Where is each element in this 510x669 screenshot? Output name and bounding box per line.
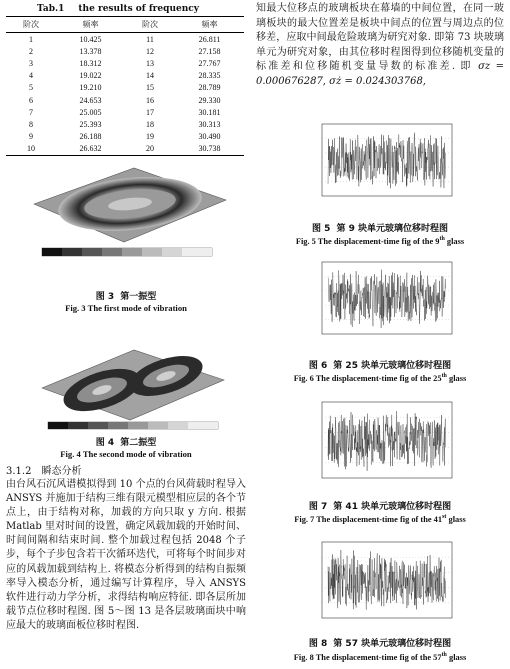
table-cell: 29.330 xyxy=(198,95,221,105)
table-row xyxy=(6,94,244,106)
table-cell: 19.210 xyxy=(79,83,102,93)
fig7-number: 图 7 xyxy=(308,502,328,512)
fig5-caption-text: Fig. 5 The displacement-time fig of the 9 xyxy=(295,236,440,246)
table-row xyxy=(6,131,244,143)
table-cell: 30.181 xyxy=(198,107,221,117)
table-cell: 28.789 xyxy=(198,83,221,93)
fig6-caption-en xyxy=(256,373,504,383)
table-row xyxy=(6,118,244,130)
table-row xyxy=(6,106,244,118)
table-cell: 27.767 xyxy=(198,58,221,68)
displacement-trace xyxy=(328,550,446,610)
table-row xyxy=(6,33,244,46)
table-header-row xyxy=(6,17,244,33)
header-frequency-2: 频率 xyxy=(175,17,244,33)
fig5-time-history xyxy=(300,118,460,206)
fig6-number: 图 6 xyxy=(308,361,328,371)
fig8-sup: th xyxy=(441,652,447,658)
table-caption xyxy=(6,4,244,14)
fig8-caption-cn xyxy=(256,636,504,649)
fig4-number: 图 4 xyxy=(95,438,115,448)
frequency-table xyxy=(6,16,244,156)
fig8-plot xyxy=(300,536,460,628)
table-cell: 13.378 xyxy=(79,46,102,56)
header-frequency-1: 频率 xyxy=(56,17,125,33)
fig8-title-cn: 第 57 块单元玻璃位移时程图 xyxy=(333,639,452,649)
fig5-number: 图 5 xyxy=(312,224,331,234)
table-cell: 26.188 xyxy=(79,132,102,142)
table-cell: 25.005 xyxy=(79,107,102,117)
table-cell: 11 xyxy=(146,34,154,44)
table-cell: 17 xyxy=(146,107,155,117)
table-cell: 18 xyxy=(146,119,155,129)
table-cell: 26.632 xyxy=(56,143,125,156)
table-cell: 5 xyxy=(29,83,34,93)
fig3-number: 图 3 xyxy=(95,292,115,302)
fig6-title-cn: 第 25 块单元玻璃位移时程图 xyxy=(333,361,452,371)
table-label: Tab.1 xyxy=(37,4,65,14)
fig6-plot xyxy=(300,256,460,344)
fig6-caption-tail: glass xyxy=(446,373,467,383)
table-cell: 16 xyxy=(146,95,155,105)
fig4-caption-en: Fig. 4 The second mode of vibration xyxy=(60,449,192,459)
fig3-contour-plot xyxy=(14,156,240,266)
formula-sigma-z: σz = 0.000676287, xyxy=(256,61,505,87)
table-row xyxy=(6,82,244,94)
table-cell: 28.335 xyxy=(198,71,221,81)
fig5-caption-cn xyxy=(256,221,504,234)
fig7-time-history xyxy=(300,396,460,488)
table-cell: 6 xyxy=(29,95,34,105)
right-body-text xyxy=(256,2,504,89)
frequency-table-block xyxy=(6,4,244,156)
table-row xyxy=(6,45,244,57)
table-cell: 30.490 xyxy=(198,132,221,142)
table-cell: 8 xyxy=(29,119,34,129)
fig3-title-cn: 第一振型 xyxy=(120,292,157,302)
table-cell: 19.022 xyxy=(79,71,102,81)
fig7-plot xyxy=(300,396,460,488)
table-cell: 14 xyxy=(146,71,155,81)
table-row xyxy=(6,143,244,156)
header-order-2: 阶次 xyxy=(125,17,175,33)
table-cell: 26.811 xyxy=(198,34,221,44)
section-heading xyxy=(6,462,246,477)
displacement-trace xyxy=(328,411,446,471)
fig8-time-history xyxy=(300,536,460,628)
fig7-sup: st xyxy=(442,514,447,520)
fig4-title-cn: 第二振型 xyxy=(120,438,157,448)
table-cell: 1 xyxy=(29,34,34,44)
fig7-caption-text: Fig. 7 The displacement-time fig of the 41 xyxy=(294,514,443,524)
fig4-contour-plot xyxy=(34,340,230,432)
fig7-title-cn: 第 41 块单元玻璃位移时程图 xyxy=(333,502,452,512)
right-paragraph: 知最大位移点的玻璃板块在幕墙的中间位置，在同一玻璃板块的最大位置差是板块中间点的位置与周边点的位移差，应取中间最危险玻璃为研究对象. 即第 73 块玻璃单元为研究对象，由其位移时程图得到位移随机变量的标准差和位移随机变量导数的标准差. 即 xyxy=(256,3,504,72)
table-cell: 10.425 xyxy=(79,34,102,44)
header-order-1: 阶次 xyxy=(6,17,56,33)
displacement-trace xyxy=(328,270,446,328)
table-cell: 25.393 xyxy=(79,119,102,129)
fig6-sup: th xyxy=(441,373,447,379)
section-body-text: 由台风石沉风谱模拟得到 10 个点的台风荷载时程导入 ANSYS 并施加于结构三维有限元模型相应层的各个节点上，由于结构对称，加载的方向只取 y 方向. 根据 Matlab 里对时间的设置，确定风载加载的开始时间、时间间隔和结束时间. 整个加载过程包括 2048 个子步，每个子步包含若干次循环迭代，可将每个时间步对应的风载加载到结构上. 将模态分析得到的结构自振频率导入模态分析，通过编写计算程序，导入 ANSYS 软件进行动力学分析，求得结构响应特征. 即各层所加载节点位移时程图. 图 5～图 13 是各层玻璃面块中响应最大的玻璃面板位移时程图. xyxy=(6,479,246,631)
table-cell: 20 xyxy=(125,143,175,156)
table-cell: 15 xyxy=(146,83,155,93)
table-cell: 30.313 xyxy=(198,119,221,129)
table-cell: 13 xyxy=(146,58,155,68)
fig8-caption-tail: glass xyxy=(446,652,467,662)
fig6-caption-cn xyxy=(256,358,504,371)
fig8-caption-text: Fig. 8 The displacement-time fig of the 57 xyxy=(293,652,442,662)
table-cell: 30.738 xyxy=(175,143,244,156)
table-title: the results of frequency xyxy=(78,4,199,14)
fig8-number: 图 8 xyxy=(308,639,328,649)
fig4-mode-shape xyxy=(34,340,230,432)
table-cell: 19 xyxy=(146,132,155,142)
table-cell: 10 xyxy=(6,143,56,156)
displacement-trace xyxy=(328,133,446,189)
table-cell: 2 xyxy=(29,46,34,56)
fig3-caption-en: Fig. 3 The first mode of vibration xyxy=(65,303,187,313)
table-cell: 24.653 xyxy=(79,95,102,105)
fig7-caption-en xyxy=(256,514,504,524)
fig8-caption-en xyxy=(256,652,504,662)
table-cell: 3 xyxy=(29,58,34,68)
table-cell: 9 xyxy=(29,132,34,142)
section-number: 3.1.2 xyxy=(6,466,32,477)
table-cell: 4 xyxy=(29,71,34,81)
table-cell: 12 xyxy=(146,46,155,56)
fig7-caption-tail: glass xyxy=(446,514,466,524)
fig5-sup: th xyxy=(439,236,445,242)
fig6-time-history xyxy=(300,256,460,344)
section-title: 瞬态分析 xyxy=(41,466,82,477)
table-cell: 18.312 xyxy=(79,58,102,68)
fig4-caption-cn xyxy=(6,435,246,448)
fig3-caption-cn xyxy=(6,289,246,302)
table-cell: 27.158 xyxy=(198,46,221,56)
fig5-title-cn: 第 9 块单元玻璃位移时程图 xyxy=(336,224,448,234)
table-row xyxy=(6,70,244,82)
fig5-caption-tail: glass xyxy=(444,236,465,246)
fig5-plot xyxy=(300,118,460,206)
fig6-caption-text: Fig. 6 The displacement-time fig of the 25 xyxy=(293,373,442,383)
fig5-caption-en xyxy=(256,236,504,246)
fig7-caption-cn xyxy=(256,499,504,512)
fig3-mode-shape xyxy=(14,156,240,266)
table-row xyxy=(6,57,244,69)
formula-sigma-zdot: σż = 0.024303768, xyxy=(329,75,426,87)
table-cell: 7 xyxy=(29,107,34,117)
